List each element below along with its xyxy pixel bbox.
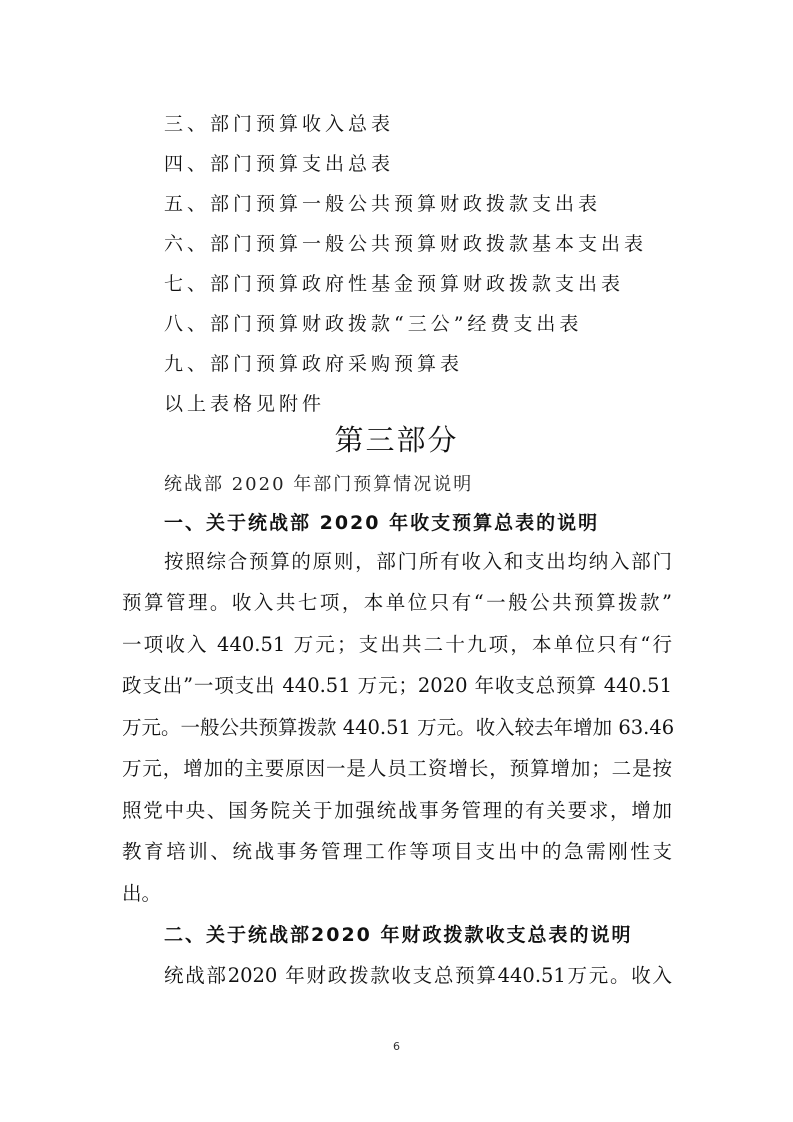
part1-heading: 一、关于统战部 2020 年收支预算总表的说明	[164, 512, 600, 534]
toc-item: 九、部门预算政府采购预算表	[164, 353, 464, 375]
paragraph-line: 万元，增加的主要原因一是人员工资增长，预算增加；二是按	[122, 757, 672, 780]
toc-item: 五、部门预算一般公共预算财政拨款支出表	[164, 193, 602, 215]
section-title: 第三部分	[334, 423, 459, 457]
paragraph-line: 教育培训、统战事务管理工作等项目支出中的急需刚性支	[122, 840, 672, 863]
toc-note: 以上表格见附件	[164, 393, 326, 415]
paragraph-line: 出。	[122, 882, 162, 905]
paragraph-line: 按照综合预算的原则，部门所有收入和支出均纳入部门	[164, 550, 672, 573]
paragraph-line: 政支出”一项支出 440.51 万元；2020 年收支总预算 440.51	[122, 674, 672, 697]
toc-item: 八、部门预算财政拨款“三公”经费支出表	[164, 313, 583, 335]
paragraph-line: 统战部2020 年财政拨款收支总预算440.51万元。收入	[164, 964, 672, 987]
toc-item: 七、部门预算政府性基金预算财政拨款支出表	[164, 273, 625, 295]
toc-item: 三、部门预算收入总表	[164, 113, 395, 135]
part2-heading: 二、关于统战部2020 年财政拨款收支总表的说明	[164, 924, 633, 946]
paragraph-line: 照党中央、国务院关于加强统战事务管理的有关要求，增加	[122, 799, 672, 822]
toc-item: 四、部门预算支出总表	[164, 153, 395, 175]
paragraph-line: 万元。一般公共预算拨款 440.51 万元。收入较去年增加 63.46	[122, 716, 675, 739]
page-number: 6	[393, 1040, 400, 1053]
section-subtitle: 统战部 2020 年部门预算情况说明	[164, 474, 474, 495]
paragraph-line: 一项收入 440.51 万元；支出共二十九项，本单位只有“行	[122, 633, 672, 656]
paragraph-line: 预算管理。收入共七项，本单位只有“一般公共预算拨款”	[122, 591, 672, 614]
toc-item: 六、部门预算一般公共预算财政拨款基本支出表	[164, 233, 648, 255]
